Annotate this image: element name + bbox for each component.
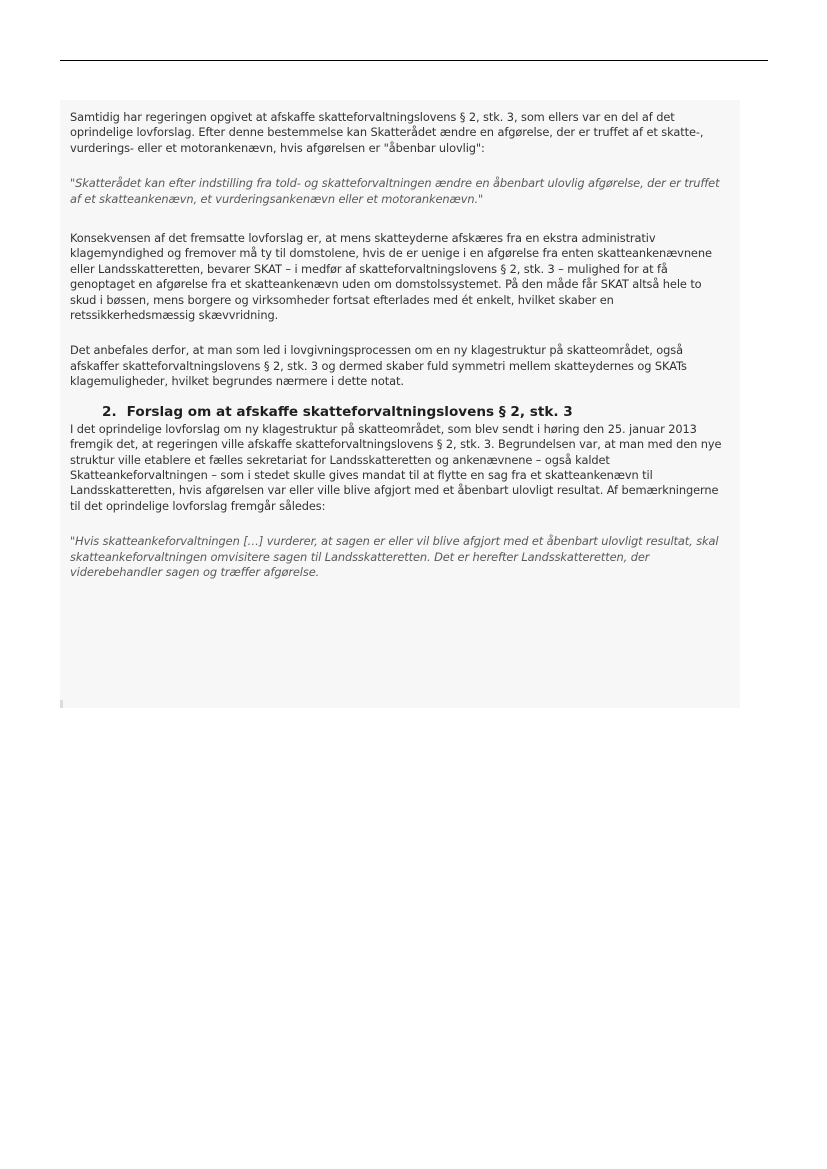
paragraph-konsekvensen: Konsekvensen af det fremsatte lovforslag er, at mens skatteyderne afskæres fra en ekstra administrativ klagemyndighed og fremover må ty til domstolene, hvis de er uenige i en afgørelse fra enten skatteankenævnene eller Landsskatteretten, bevarer SKAT – i medfør af skatteforvaltningslovens § 2, stk. 3 – mulighed for at få genoptaget en afgørelse fra et skatteankenævn uden om domstolssystemet. På den måde får SKAT altså hele to skud i bøssen, mens borgere og virksomheder fortsat efterlades med ét enkelt, hvilket skaber en retssikkerhedsmæssig skævvridning. [70,231,712,323]
paragraph-regering-opgivet: Samtidig har regeringen opgivet at afskaffe skatteforvaltningslovens § 2, stk. 3, som ellers var en del af det oprindelige lovforslag. Efter denne bestemmelse kan Skatterådet ændre en afgørelse, der er truffet af et skatte-, vurderings- eller et motorankenævn, hvis afgørelsen er "åbenbar ulovlig": [70,110,704,155]
quote-skatteankeforvaltningen: "Hvis skatteankeforvaltningen […] vurderer, at sagen er eller vil blive afgjort med et åbenbart ulovligt resultat, skal skatteankeforvaltningen omvisitere sagen til Landsskatteretten. Det er herefter Landsskatteretten, der viderebehandler sagen og træffer afgørelse. [70,534,719,579]
section-number: 2. [102,403,117,420]
scan-edge-mark [60,700,63,708]
paragraph-oprindelige-lovforslag: I det oprindelige lovforslag om ny klagestruktur på skatteområdet, som blev sendt i høring den 25. januar 2013 fremgik det, at regeringen ville afskaffe skatteforvaltningslovens § 2, stk. 3. Begrundelsen var, at man med den nye struktur ville etablere et fælles sekretariat for Landsskatteretten og ankenævnene – også kaldet Skatteankeforvaltningen – som i stedet skulle gives mandat til at flytte en sag fra et skatteankenævn til Landsskatteretten, hvis afgørelsen var eller ville blive afgjort med et åbenbart ulovligt resultat. Af bemærkningerne til det oprindelige lovforslag fremgår således: [70,421,722,513]
section-title: Forslag om at afskaffe skatteforvaltningslovens § 2, stk. 3 [126,403,573,420]
header-rule [60,60,768,61]
paragraph-anbefaling: Det anbefales derfor, at man som led i lovgivningsprocessen om en ny klagestruktur på skatteområdet, også afskaffer skatteforvaltningslovens § 2, stk. 3 og dermed skaber fuld symmetri mellem skatteydernes og SKATs klagemuligheder, hvilket begrundes nærmere i dette notat. [70,343,687,389]
scanned-text-block [60,100,740,708]
quote-skatteraadet: "Skatterådet kan efter indstilling fra told- og skatteforvaltningen ændre en åbenbart ulovlig afgørelse, der er truffet af et skatteankenævn, et vurderingsankenævn eller et motorankenævn." [70,176,720,206]
section-heading [102,404,728,421]
